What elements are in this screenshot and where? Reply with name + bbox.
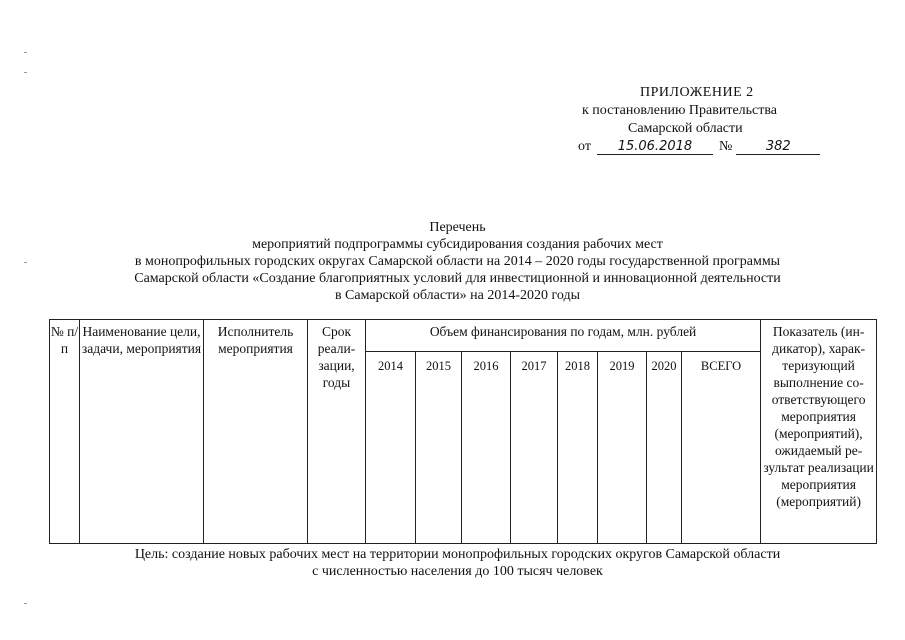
scan-mark [24,52,27,53]
scan-mark [24,603,27,604]
from-label: от [578,139,591,154]
year-2018: 2018 [558,352,598,544]
number-label: № [718,139,733,154]
year-2017: 2017 [511,352,558,544]
appendix-header [560,84,860,156]
handwritten-number: 382 [736,139,820,155]
year-2016: 2016 [462,352,511,544]
year-2014: 2014 [366,352,416,544]
title-line: в Самарской области» на 2014-2020 годы [334,288,581,303]
appendix-title: ПРИЛОЖЕНИЕ 2 [640,85,754,100]
col-number-header: № п/п [50,320,80,544]
appendix-region: Самарской области [628,121,743,136]
col-term-header: Срок реализации, годы [308,320,366,544]
goal-text [40,546,875,580]
year-2019: 2019 [598,352,647,544]
year-2020: 2020 [647,352,682,544]
measures-table [49,319,877,544]
appendix-date-number [560,138,860,156]
appendix-resolution: к постановлению Правительства [582,103,778,118]
goal-line: Цель: создание новых рабочих мест на территории монопрофильных городских округов Самарской области [134,547,781,562]
title-line: Самарской области «Создание благоприятных условий для инвестиционной и инновационной деятельности [134,271,781,286]
title-line: мероприятий подпрограммы субсидирования создания рабочих мест [252,237,663,252]
col-indicator-header: Показатель (индикатор), характеризующий выполнение соответствующего мероприятия (мероприятий), ожидаемый результат реализации мероприятия (мероприятий) [761,320,877,544]
year-2015: 2015 [416,352,462,544]
title-line: в монопрофильных городских округах Самарской области на 2014 – 2020 годы государственной программы [134,254,781,269]
col-executor-header: Исполнитель мероприятия [204,320,308,544]
scan-mark [24,262,27,263]
col-name-header: Наименование цели, задачи, мероприятия [80,320,204,544]
document-title [40,219,875,304]
col-financing-header: Объем финансирования по годам, млн. рублей [366,320,761,352]
goal-line: с численностью населения до 100 тысяч человек [312,564,603,579]
handwritten-date: 15.06.2018 [597,139,713,155]
scan-mark [24,72,27,73]
year-total: ВСЕГО [682,352,761,544]
title-line: Перечень [429,220,486,235]
